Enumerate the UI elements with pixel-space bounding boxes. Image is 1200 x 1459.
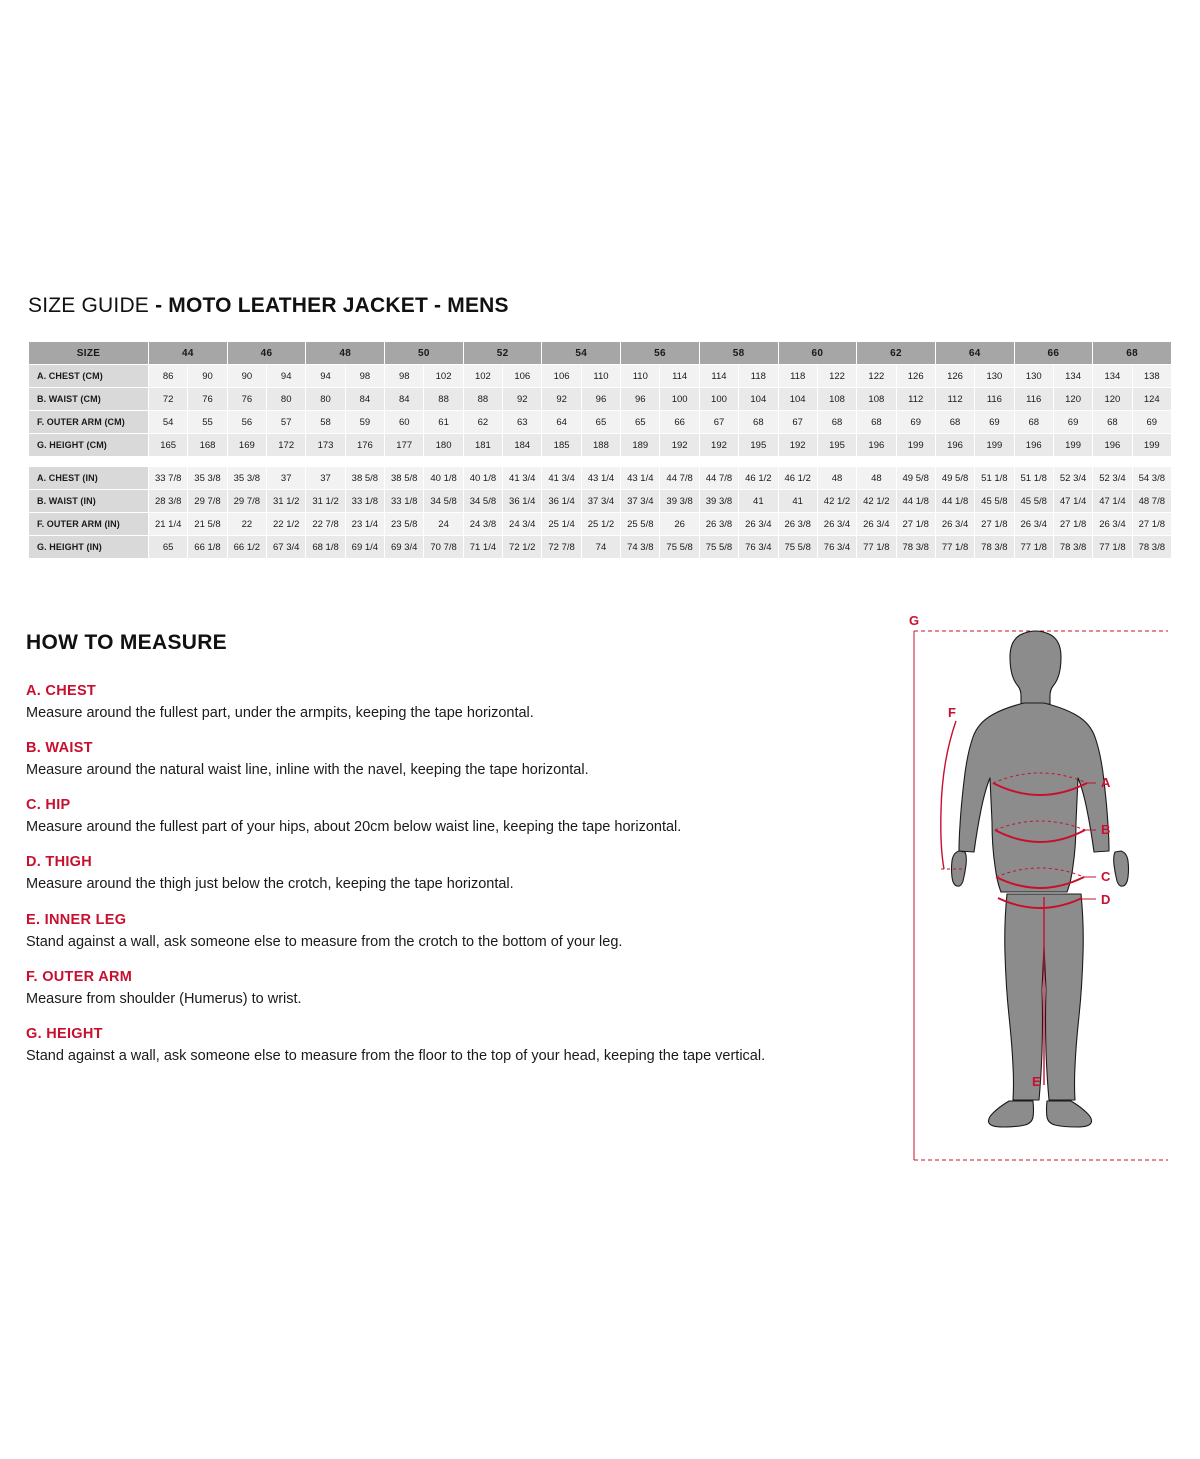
table-cell: 199 <box>1132 434 1171 457</box>
table-cell: 38 5/8 <box>385 467 424 490</box>
table-cell: 66 <box>660 411 699 434</box>
table-cell: 23 1/4 <box>345 513 384 536</box>
table-cell: 26 <box>660 513 699 536</box>
table-cell: 26 3/4 <box>1093 513 1132 536</box>
table-spacer-row <box>29 457 1172 467</box>
table-cell: 67 <box>778 411 817 434</box>
measure-item <box>26 683 896 722</box>
table-cell: 27 1/8 <box>1053 513 1092 536</box>
label-e: E <box>1032 1074 1041 1089</box>
table-cell: 75 5/8 <box>778 536 817 559</box>
table-cell: 118 <box>739 365 778 388</box>
label-f: F <box>948 705 956 720</box>
how-to-measure-title: HOW TO MEASURE <box>26 631 227 654</box>
measure-item-heading: A. CHEST <box>26 683 97 699</box>
table-cell: 46 1/2 <box>739 467 778 490</box>
table-cell: 26 3/8 <box>778 513 817 536</box>
table-cell: 192 <box>660 434 699 457</box>
table-cell: 104 <box>778 388 817 411</box>
table-cell: 77 1/8 <box>935 536 974 559</box>
measure-item-heading: C. HIP <box>26 797 71 814</box>
measure-item-body: Measure from shoulder (Humerus) to wrist. <box>26 990 302 1007</box>
table-cell: 36 1/4 <box>542 490 581 513</box>
table-row <box>29 513 1172 536</box>
measure-item-heading: F. OUTER ARM <box>26 968 133 985</box>
table-cell: 199 <box>975 434 1014 457</box>
header-size-46: 46 <box>227 342 306 365</box>
table-cell: 42 1/2 <box>817 490 856 513</box>
table-cell: 40 1/8 <box>463 467 502 490</box>
table-cell: 68 <box>1014 411 1053 434</box>
label-c: C <box>1101 869 1111 884</box>
measure-item <box>26 854 896 893</box>
measure-item-heading: B. WAIST <box>26 740 93 757</box>
table-cell: 134 <box>1093 365 1132 388</box>
table-cell: 69 <box>896 411 935 434</box>
table-cell: 41 3/4 <box>503 467 542 490</box>
table-cell: 78 3/8 <box>896 536 935 559</box>
table-cell: 196 <box>1014 434 1053 457</box>
figure-right-hand <box>1114 851 1129 886</box>
header-size-62: 62 <box>857 342 936 365</box>
table-cell: 69 1/4 <box>345 536 384 559</box>
table-cell: 26 3/4 <box>935 513 974 536</box>
table-cell: 196 <box>935 434 974 457</box>
label-a: A <box>1101 775 1111 790</box>
table-cell: 34 5/8 <box>424 490 463 513</box>
table-row-label: A. CHEST (CM) <box>29 365 149 388</box>
table-cell: 31 1/2 <box>267 490 306 513</box>
table-cell: 67 <box>699 411 738 434</box>
table-cell: 176 <box>345 434 384 457</box>
table-cell: 44 1/8 <box>896 490 935 513</box>
table-cell: 98 <box>385 365 424 388</box>
table-cell: 31 1/2 <box>306 490 345 513</box>
table-cell: 37 <box>267 467 306 490</box>
table-cell: 118 <box>778 365 817 388</box>
table-cell: 130 <box>975 365 1014 388</box>
table-cell: 72 1/2 <box>503 536 542 559</box>
measure-item-body: Stand against a wall, ask someone else to measure from the crotch to the bottom of your leg. <box>26 933 623 950</box>
size-table-body <box>29 365 1172 559</box>
header-size-48: 48 <box>306 342 385 365</box>
table-cell: 33 1/8 <box>345 490 384 513</box>
table-cell: 26 3/4 <box>817 513 856 536</box>
table-cell: 68 <box>1093 411 1132 434</box>
table-cell: 78 3/8 <box>1132 536 1171 559</box>
table-cell: 28 3/8 <box>149 490 188 513</box>
table-cell: 46 1/2 <box>778 467 817 490</box>
table-cell: 25 5/8 <box>621 513 660 536</box>
table-cell: 120 <box>1053 388 1092 411</box>
table-cell: 49 5/8 <box>935 467 974 490</box>
table-cell: 26 3/8 <box>699 513 738 536</box>
table-cell: 68 <box>739 411 778 434</box>
table-cell: 96 <box>621 388 660 411</box>
table-cell: 27 1/8 <box>975 513 1014 536</box>
table-cell: 168 <box>188 434 227 457</box>
table-cell: 61 <box>424 411 463 434</box>
table-cell: 66 1/2 <box>227 536 266 559</box>
table-cell: 84 <box>385 388 424 411</box>
table-cell: 22 <box>227 513 266 536</box>
header-size-66: 66 <box>1014 342 1093 365</box>
table-cell: 108 <box>817 388 856 411</box>
table-cell: 199 <box>896 434 935 457</box>
table-row-label: G. HEIGHT (CM) <box>29 434 149 457</box>
table-row-label: A. CHEST (IN) <box>29 467 149 490</box>
figure-head <box>1010 631 1061 704</box>
table-cell: 76 <box>188 388 227 411</box>
table-row <box>29 388 1172 411</box>
header-size-64: 64 <box>935 342 1014 365</box>
header-size-68: 68 <box>1093 342 1172 365</box>
figure-torso <box>959 703 1109 892</box>
table-cell: 67 3/4 <box>267 536 306 559</box>
table-cell: 68 <box>857 411 896 434</box>
table-cell: 88 <box>424 388 463 411</box>
measure-item-body: Stand against a wall, ask someone else to measure from the floor to the top of your head, keeping the tape vertical. <box>26 1047 766 1064</box>
table-cell: 68 <box>817 411 856 434</box>
table-cell: 69 <box>975 411 1014 434</box>
table-row <box>29 467 1172 490</box>
table-cell: 80 <box>267 388 306 411</box>
table-cell: 169 <box>227 434 266 457</box>
table-cell: 29 7/8 <box>188 490 227 513</box>
table-cell: 76 3/4 <box>817 536 856 559</box>
measure-item <box>26 1026 896 1065</box>
table-row <box>29 536 1172 559</box>
table-cell: 58 <box>306 411 345 434</box>
body-measurement-figure <box>900 615 1180 1195</box>
table-cell: 41 <box>739 490 778 513</box>
table-cell: 76 <box>227 388 266 411</box>
table-cell: 138 <box>1132 365 1171 388</box>
table-cell: 100 <box>660 388 699 411</box>
table-cell: 96 <box>581 388 620 411</box>
table-cell: 122 <box>857 365 896 388</box>
table-cell: 192 <box>699 434 738 457</box>
table-cell: 114 <box>699 365 738 388</box>
table-cell: 48 <box>817 467 856 490</box>
table-cell: 54 3/8 <box>1132 467 1171 490</box>
table-cell: 106 <box>542 365 581 388</box>
table-cell: 77 1/8 <box>1093 536 1132 559</box>
table-cell: 199 <box>1053 434 1092 457</box>
table-cell: 77 1/8 <box>857 536 896 559</box>
table-cell: 78 3/8 <box>975 536 1014 559</box>
page-title <box>28 294 509 318</box>
header-size-44: 44 <box>149 342 228 365</box>
table-cell: 22 7/8 <box>306 513 345 536</box>
table-cell: 27 1/8 <box>896 513 935 536</box>
table-row-label: F. OUTER ARM (CM) <box>29 411 149 434</box>
table-row-label: B. WAIST (IN) <box>29 490 149 513</box>
table-cell: 77 1/8 <box>1014 536 1053 559</box>
table-cell: 84 <box>345 388 384 411</box>
page-title-light: SIZE GUIDE <box>28 294 156 317</box>
table-cell: 41 <box>778 490 817 513</box>
table-cell: 90 <box>227 365 266 388</box>
table-row <box>29 411 1172 434</box>
table-cell: 44 1/8 <box>935 490 974 513</box>
table-cell: 37 <box>306 467 345 490</box>
table-cell: 110 <box>581 365 620 388</box>
table-row <box>29 490 1172 513</box>
table-cell: 63 <box>503 411 542 434</box>
table-cell: 52 3/4 <box>1093 467 1132 490</box>
table-cell: 49 5/8 <box>896 467 935 490</box>
table-cell: 195 <box>739 434 778 457</box>
table-cell: 120 <box>1093 388 1132 411</box>
table-cell: 41 3/4 <box>542 467 581 490</box>
table-cell: 112 <box>896 388 935 411</box>
table-cell: 65 <box>149 536 188 559</box>
table-cell: 71 1/4 <box>463 536 502 559</box>
label-b: B <box>1101 822 1111 837</box>
figure-right-foot <box>1047 1101 1092 1127</box>
measure-item-body: Measure around the fullest part of your hips, about 20cm below waist line, keeping the tape horizontal. <box>26 819 682 836</box>
table-cell: 42 1/2 <box>857 490 896 513</box>
size-table <box>28 341 1172 559</box>
table-cell: 90 <box>188 365 227 388</box>
table-cell: 38 5/8 <box>345 467 384 490</box>
table-cell: 47 1/4 <box>1093 490 1132 513</box>
table-cell: 92 <box>503 388 542 411</box>
table-cell: 44 7/8 <box>660 467 699 490</box>
table-cell: 68 1/8 <box>306 536 345 559</box>
table-cell: 69 <box>1053 411 1092 434</box>
table-cell: 108 <box>857 388 896 411</box>
table-cell: 48 <box>857 467 896 490</box>
figure-svg <box>900 615 1180 1195</box>
table-cell: 65 <box>581 411 620 434</box>
outer-arm-line <box>941 721 956 869</box>
table-cell: 27 1/8 <box>1132 513 1171 536</box>
table-cell: 94 <box>267 365 306 388</box>
table-cell: 37 3/4 <box>621 490 660 513</box>
table-cell: 177 <box>385 434 424 457</box>
table-cell: 51 1/8 <box>1014 467 1053 490</box>
table-cell: 98 <box>345 365 384 388</box>
table-cell: 165 <box>149 434 188 457</box>
table-row-label: G. HEIGHT (IN) <box>29 536 149 559</box>
table-cell: 100 <box>699 388 738 411</box>
table-cell: 54 <box>149 411 188 434</box>
table-cell: 45 5/8 <box>1014 490 1053 513</box>
table-cell: 64 <box>542 411 581 434</box>
header-size-58: 58 <box>699 342 778 365</box>
table-cell: 189 <box>621 434 660 457</box>
table-cell: 40 1/8 <box>424 467 463 490</box>
table-cell: 196 <box>857 434 896 457</box>
table-cell: 72 7/8 <box>542 536 581 559</box>
table-cell: 126 <box>935 365 974 388</box>
table-cell: 86 <box>149 365 188 388</box>
table-cell: 24 3/4 <box>503 513 542 536</box>
table-cell: 26 3/4 <box>1014 513 1053 536</box>
table-cell: 106 <box>503 365 542 388</box>
measure-item <box>26 740 896 779</box>
size-table-container <box>28 341 1172 559</box>
table-cell: 66 1/8 <box>188 536 227 559</box>
table-cell: 23 5/8 <box>385 513 424 536</box>
table-cell: 130 <box>1014 365 1053 388</box>
table-cell: 37 3/4 <box>581 490 620 513</box>
measure-item-heading: G. HEIGHT <box>26 1025 103 1042</box>
table-cell: 51 1/8 <box>975 467 1014 490</box>
page-title-bold: - MOTO LEATHER JACKET - MENS <box>155 294 509 317</box>
measure-item-heading: E. INNER LEG <box>26 911 127 928</box>
table-cell: 25 1/2 <box>581 513 620 536</box>
table-cell: 68 <box>935 411 974 434</box>
table-cell: 74 3/8 <box>621 536 660 559</box>
table-cell: 56 <box>227 411 266 434</box>
header-size-60: 60 <box>778 342 857 365</box>
table-cell: 60 <box>385 411 424 434</box>
table-cell: 33 7/8 <box>149 467 188 490</box>
table-cell: 75 5/8 <box>699 536 738 559</box>
measure-item <box>26 969 896 1008</box>
label-g: G <box>909 615 920 628</box>
table-cell: 39 3/8 <box>660 490 699 513</box>
header-size-52: 52 <box>463 342 542 365</box>
table-cell: 102 <box>424 365 463 388</box>
header-size-50: 50 <box>385 342 464 365</box>
measure-item <box>26 797 896 836</box>
table-cell: 184 <box>503 434 542 457</box>
table-cell: 104 <box>739 388 778 411</box>
table-cell: 52 3/4 <box>1053 467 1092 490</box>
table-cell: 35 3/8 <box>227 467 266 490</box>
table-cell: 22 1/2 <box>267 513 306 536</box>
table-cell: 185 <box>542 434 581 457</box>
table-cell: 196 <box>1093 434 1132 457</box>
measure-item <box>26 912 896 951</box>
table-cell: 29 7/8 <box>227 490 266 513</box>
table-cell: 180 <box>424 434 463 457</box>
table-cell: 80 <box>306 388 345 411</box>
table-cell: 195 <box>817 434 856 457</box>
table-cell: 21 5/8 <box>188 513 227 536</box>
measure-item-body: Measure around the fullest part, under the armpits, keeping the tape horizontal. <box>26 705 534 721</box>
table-cell: 57 <box>267 411 306 434</box>
table-cell: 74 <box>581 536 620 559</box>
table-spacer-cell <box>29 457 1172 467</box>
table-cell: 47 1/4 <box>1053 490 1092 513</box>
table-cell: 76 3/4 <box>739 536 778 559</box>
table-cell: 48 7/8 <box>1132 490 1171 513</box>
figure-left-foot <box>989 1101 1034 1127</box>
measure-item-body: Measure around the thigh just below the crotch, keeping the tape horizontal. <box>26 876 514 893</box>
table-header-row <box>29 342 1172 365</box>
table-cell: 134 <box>1053 365 1092 388</box>
table-cell: 110 <box>621 365 660 388</box>
table-cell: 92 <box>542 388 581 411</box>
table-cell: 39 3/8 <box>699 490 738 513</box>
table-cell: 43 1/4 <box>621 467 660 490</box>
table-cell: 69 <box>1132 411 1171 434</box>
table-cell: 35 3/8 <box>188 467 227 490</box>
label-d: D <box>1101 892 1111 907</box>
table-cell: 65 <box>621 411 660 434</box>
table-cell: 78 3/8 <box>1053 536 1092 559</box>
table-cell: 181 <box>463 434 502 457</box>
table-cell: 116 <box>975 388 1014 411</box>
table-cell: 43 1/4 <box>581 467 620 490</box>
table-cell: 25 1/4 <box>542 513 581 536</box>
table-cell: 112 <box>935 388 974 411</box>
how-to-measure-list <box>26 683 896 1083</box>
table-cell: 26 3/4 <box>857 513 896 536</box>
table-cell: 21 1/4 <box>149 513 188 536</box>
table-cell: 192 <box>778 434 817 457</box>
table-cell: 55 <box>188 411 227 434</box>
table-cell: 24 3/8 <box>463 513 502 536</box>
table-row-label: B. WAIST (CM) <box>29 388 149 411</box>
table-cell: 94 <box>306 365 345 388</box>
header-size: SIZE <box>29 342 149 365</box>
table-cell: 36 1/4 <box>503 490 542 513</box>
table-cell: 126 <box>896 365 935 388</box>
table-cell: 173 <box>306 434 345 457</box>
table-cell: 33 1/8 <box>385 490 424 513</box>
table-cell: 59 <box>345 411 384 434</box>
table-cell: 124 <box>1132 388 1171 411</box>
measure-item-heading: D. THIGH <box>26 854 93 871</box>
table-cell: 102 <box>463 365 502 388</box>
table-cell: 114 <box>660 365 699 388</box>
table-cell: 172 <box>267 434 306 457</box>
table-cell: 70 7/8 <box>424 536 463 559</box>
measure-item-body: Measure around the natural waist line, inline with the navel, keeping the tape horizontal. <box>26 762 589 779</box>
table-row <box>29 434 1172 457</box>
table-cell: 26 3/4 <box>739 513 778 536</box>
table-cell: 34 5/8 <box>463 490 502 513</box>
table-cell: 69 3/4 <box>385 536 424 559</box>
header-size-54: 54 <box>542 342 621 365</box>
table-cell: 122 <box>817 365 856 388</box>
table-cell: 44 7/8 <box>699 467 738 490</box>
table-cell: 75 5/8 <box>660 536 699 559</box>
table-cell: 116 <box>1014 388 1053 411</box>
table-cell: 72 <box>149 388 188 411</box>
table-row <box>29 365 1172 388</box>
table-cell: 88 <box>463 388 502 411</box>
header-size-56: 56 <box>621 342 700 365</box>
table-cell: 188 <box>581 434 620 457</box>
table-cell: 24 <box>424 513 463 536</box>
table-cell: 45 5/8 <box>975 490 1014 513</box>
table-row-label: F. OUTER ARM (IN) <box>29 513 149 536</box>
table-cell: 62 <box>463 411 502 434</box>
